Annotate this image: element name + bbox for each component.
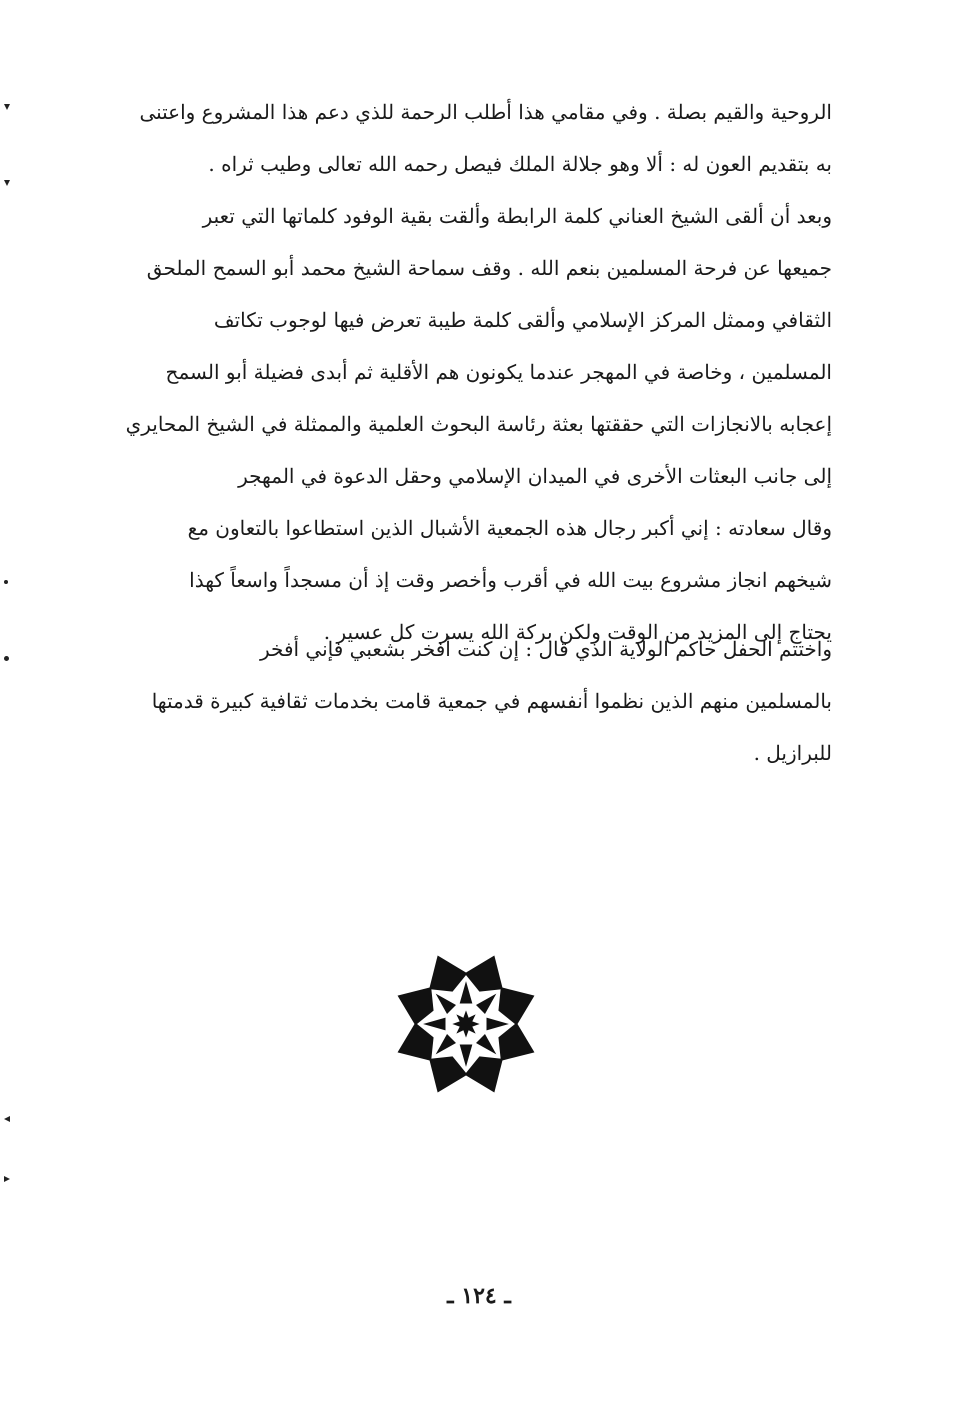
ornament-inner-triangle — [436, 1034, 456, 1054]
text-line: وبعد أن ألقى الشيخ العناني كلمة الرابطة وألقت بقية الوفود كلماتها التي تعبر — [202, 204, 832, 228]
margin-mark — [4, 656, 9, 661]
margin-mark — [4, 180, 10, 186]
ornament-inner-triangle — [423, 1018, 445, 1031]
paragraph-3 — [104, 623, 832, 779]
text-line: به بتقديم العون له : ألا وهو جلالة الملك فيصل رحمه الله تعالى وطيب ثراه . — [208, 152, 832, 176]
paragraph-1 — [104, 86, 832, 190]
text-line: وقال سعادته : إني أكبر رجال هذه الجمعية الأشبال الذين استطاعوا بالتعاون مع — [187, 516, 832, 540]
ornament-inner-triangle — [460, 1044, 473, 1066]
margin-mark — [4, 1116, 10, 1122]
text-line: واختتم الحفل حاكم الولاية الذي قال : إن كنت أفخر بشعبي فإني أفخر — [260, 637, 832, 661]
ornament-petal — [498, 987, 534, 1025]
text-line: شيخهم انجاز مشروع بيت الله في أقرب وأخصر وقت إذ أن مسجداً واسعاً كهذا — [189, 568, 832, 592]
text-line: المسلمين ، وخاصة في المهجر عندما يكونون هم الأقلية ثم أبدى فضيلة أبو السمح — [165, 360, 832, 384]
ornament-inner-triangle — [486, 1018, 508, 1031]
page-number: ـ ١٢٤ ـ — [447, 1283, 511, 1309]
margin-mark — [4, 104, 10, 110]
text-line: الثقافي وممثل المركز الإسلامي وألقى كلمة طيبة تعرض فيها لوجوب تكاتف — [213, 308, 832, 332]
text-line: بالمسلمين منهم الذين نظموا أنفسهم في جمعية قامت بخدمات ثقافية كبيرة قدمتها — [151, 689, 832, 713]
ornament-inner-triangle — [476, 994, 496, 1014]
text-line: الروحية والقيم بصلة . وفي مقامي هذا أطلب الرحمة للذي دعم هذا المشروع واعتنى — [139, 100, 832, 124]
ornament-petal — [398, 1023, 434, 1061]
margin-mark — [4, 1176, 10, 1182]
paragraph-2 — [104, 190, 832, 658]
text-line: يحتاج إلى المزيد من الوقت ولكن بركة الله يسرت كل عسير . — [323, 620, 832, 644]
ornament-inner-triangle — [436, 994, 456, 1014]
ornament-inner-triangle — [460, 981, 473, 1003]
ornament-center — [452, 1010, 479, 1037]
ornament-petal — [465, 956, 503, 992]
eight-point-star-ornament-icon — [388, 946, 544, 1102]
text-line: إلى جانب البعثات الأخرى في الميدان الإسلامي وحقل الدعوة في المهجر — [238, 464, 832, 488]
text-line: إعجابه بالانجازات التي حققتها بعثة رئاسة البحوث العلمية والممثلة في الشيخ المحايري — [125, 412, 832, 436]
ornament-petal — [429, 1056, 467, 1092]
ornament-inner-triangle — [476, 1034, 496, 1054]
ornament-petal — [465, 1056, 503, 1092]
text-line: للبرازيل . — [753, 741, 832, 765]
ornament-petal — [498, 1023, 534, 1061]
margin-mark — [4, 580, 8, 584]
ornament-petal — [398, 987, 434, 1025]
ornament-petal — [429, 956, 467, 992]
text-line: جميعها عن فرحة المسلمين بنعم الله . وقف سماحة الشيخ محمد أبو السمح الملحق — [146, 256, 832, 280]
